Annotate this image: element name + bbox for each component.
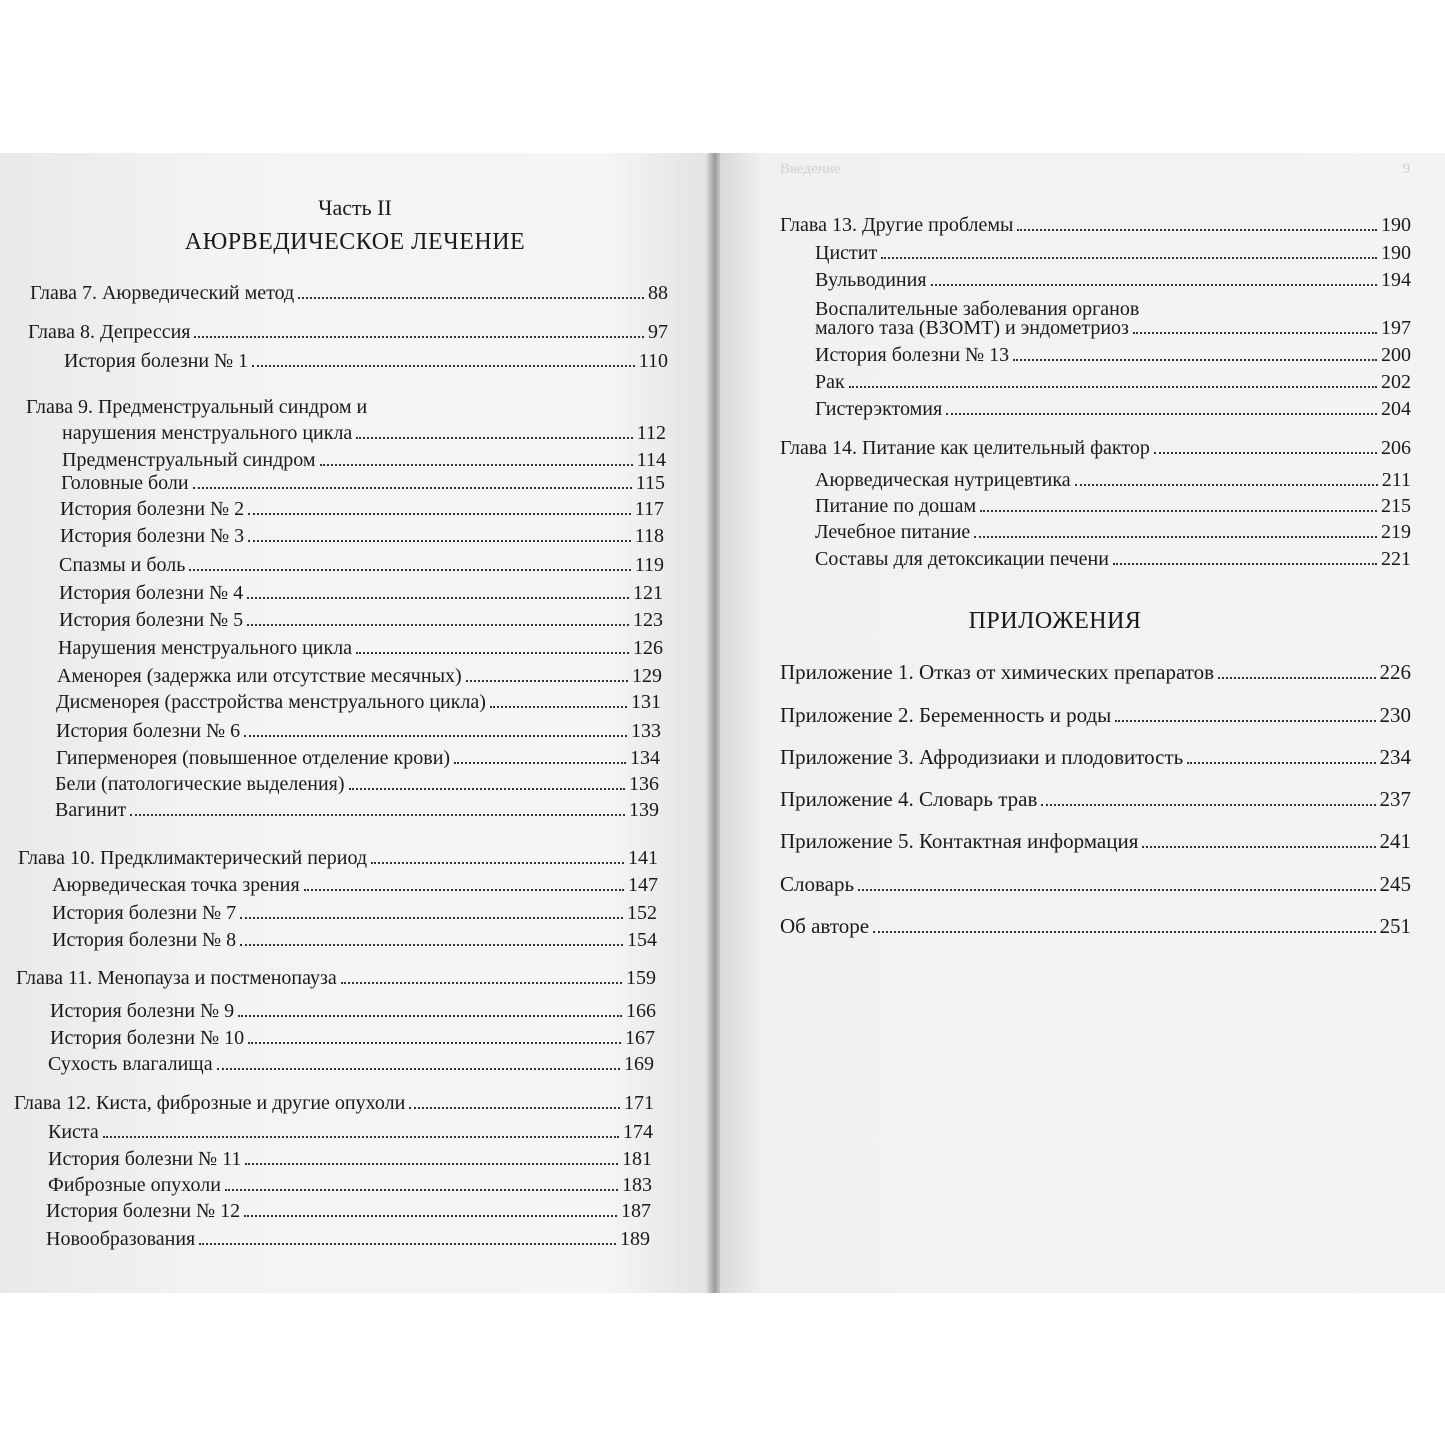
toc-entry: История болезни № 5 123: [59, 609, 663, 631]
toc-entry: Глава 7. Аюрведический метод 88: [30, 282, 668, 304]
appendix-entry: Приложение 2. Беременность и роды 230: [780, 703, 1411, 727]
left-page: [0, 153, 712, 1293]
toc-entry: Дисменорея (расстройства менструального цикла) 131: [56, 691, 661, 713]
toc-entry: Глава 11. Менопауза и постменопауза 159: [16, 967, 656, 989]
toc-entry: Фиброзные опухоли 183: [48, 1174, 652, 1196]
toc-entry: История болезни № 10 167: [50, 1027, 655, 1049]
book-spread: [0, 153, 1445, 1293]
running-head-title: Введение: [780, 161, 841, 177]
toc-entry: История болезни № 9 166: [50, 1000, 656, 1022]
toc-entry: Вульводиния 194: [815, 269, 1411, 291]
toc-entry: Предменструальный синдром 114: [62, 449, 666, 471]
appendix-entry: Приложение 4. Словарь трав 237: [780, 787, 1411, 811]
toc-entry: Составы для детоксикации печени 221: [815, 548, 1411, 570]
toc-entry: История болезни № 6 133: [56, 720, 661, 742]
toc-entry: Рак 202: [815, 371, 1411, 393]
toc-entry: Гистерэктомия 204: [815, 398, 1411, 420]
appendix-entry: Словарь 245: [780, 872, 1411, 896]
toc-entry: Глава 10. Предклимактерический период 141: [18, 847, 658, 869]
toc-entry: Аюрведическая точка зрения 147: [52, 874, 658, 896]
toc-entry: нарушения менструального цикла 112: [62, 422, 666, 444]
toc-entry: История болезни № 13 200: [815, 344, 1411, 366]
toc-entry: История болезни № 11 181: [48, 1148, 652, 1170]
toc-entry-heading: Воспалительные заболевания органов: [815, 298, 1140, 320]
appendix-entry: Приложение 3. Афродизиаки и плодовитость 234: [780, 745, 1411, 769]
toc-entry: Нарушения менструального цикла 126: [58, 637, 663, 659]
toc-entry: История болезни № 4 121: [59, 582, 663, 604]
toc-entry: Глава 13. Другие проблемы 190: [780, 214, 1411, 236]
toc-entry: История болезни № 7 152: [52, 902, 657, 924]
toc-entry: Цистит 190: [815, 242, 1411, 264]
appendix-entry: Приложение 5. Контактная информация 241: [780, 829, 1411, 853]
toc-entry: История болезни № 2 117: [60, 498, 664, 520]
toc-entry: Аменорея (задержка или отсутствие месячных) 129: [57, 665, 662, 687]
toc-entry: Глава 12. Киста, фиброзные и другие опухоли 171: [14, 1092, 654, 1114]
toc-entry: История болезни № 12 187: [46, 1200, 651, 1222]
toc-entry: Бели (патологические выделения) 136: [55, 773, 659, 795]
appendix-entry: Об авторе 251: [780, 914, 1411, 938]
toc-entry: Вагинит 139: [55, 799, 659, 821]
toc-entry: Сухость влагалища 169: [48, 1053, 654, 1075]
toc-entry: Питание по дошам 215: [815, 495, 1411, 517]
running-head-page: 9: [1402, 161, 1410, 177]
toc-entry: Новообразования 189: [46, 1228, 650, 1250]
toc-entry: Глава 14. Питание как целительный фактор 206: [780, 437, 1411, 459]
toc-entry: История болезни № 1 110: [64, 350, 668, 372]
toc-entry: Аюрведическая нутрицевтика 211: [815, 469, 1411, 491]
appendices-title: ПРИЛОЖЕНИЯ: [968, 608, 1142, 634]
toc-entry: История болезни № 3 118: [60, 525, 664, 547]
toc-entry: Спазмы и боль 119: [59, 554, 664, 576]
toc-entry: Лечебное питание 219: [815, 521, 1411, 543]
toc-entry: Киста 174: [48, 1121, 653, 1143]
toc-entry: малого таза (ВЗОМТ) и эндометриоз 197: [815, 317, 1411, 339]
running-head: [780, 161, 1410, 183]
appendix-entry: Приложение 1. Отказ от химических препаратов 226: [780, 660, 1411, 684]
toc-entry: Головные боли 115: [61, 472, 665, 494]
part-title: АЮРВЕДИЧЕСКОЕ ЛЕЧЕНИЕ: [184, 229, 526, 255]
toc-entry: История болезни № 8 154: [52, 929, 657, 951]
toc-entry: Гиперменорея (повышенное отделение крови) 134: [56, 747, 660, 769]
toc-entry: Глава 8. Депрессия 97: [28, 321, 668, 343]
part-label: Часть II: [318, 195, 392, 220]
toc-entry-heading: Глава 9. Предменструальный синдром и: [26, 396, 368, 418]
